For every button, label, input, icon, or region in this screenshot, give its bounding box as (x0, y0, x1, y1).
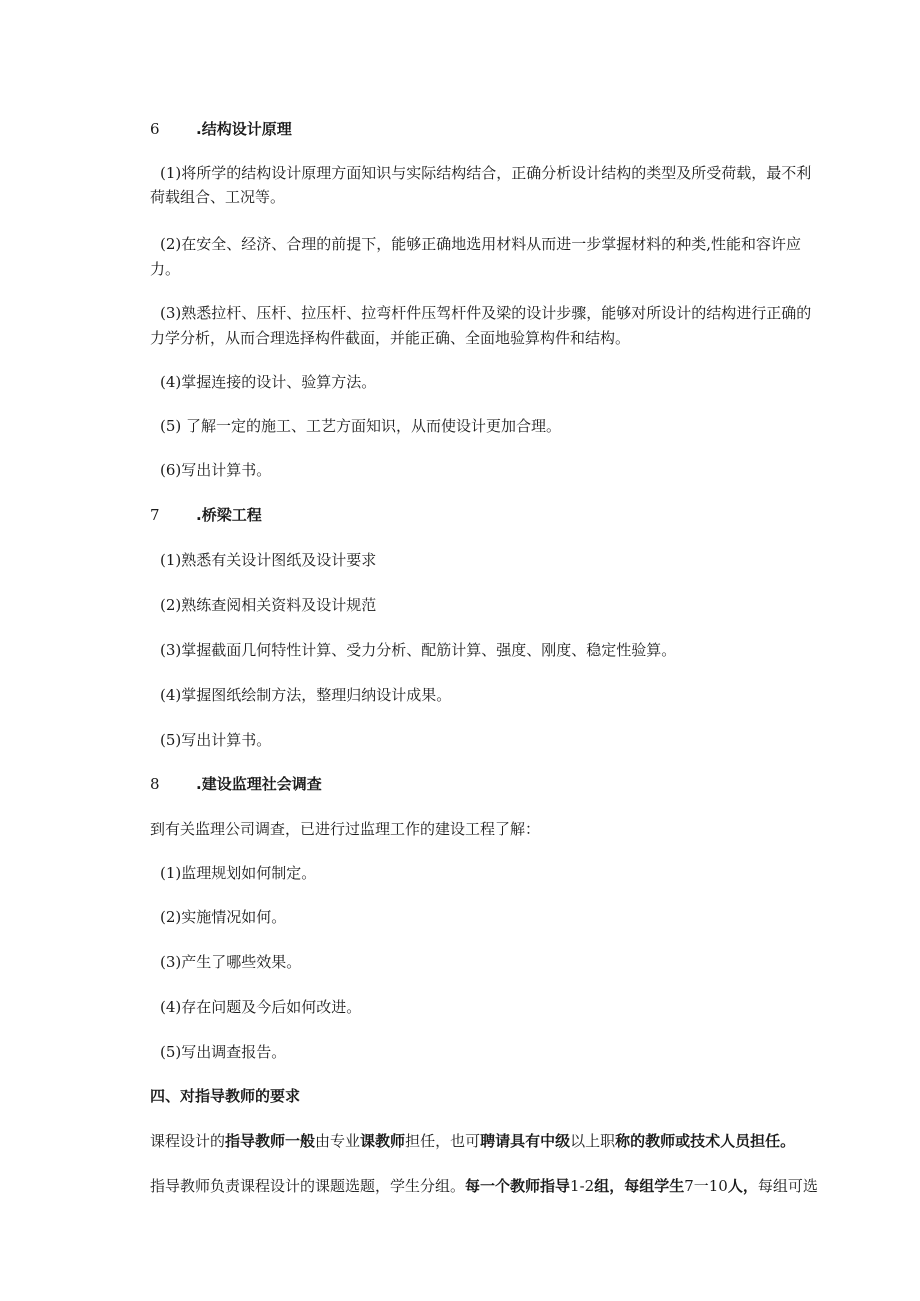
bold-run: 课教师 (360, 1132, 406, 1150)
list-item: (3)掌握截面几何特性计算、受力分析、配筋计算、强度、刚度、稳定性验算。 (160, 641, 677, 659)
section-number: 8 (150, 775, 160, 793)
list-item: (5)写出调查报告。 (160, 1043, 287, 1061)
bold-run: 称的教师或技术人员担任。 (615, 1132, 796, 1150)
paragraph-teacher-duties (150, 1175, 818, 1197)
text-run: 1-2 (570, 1177, 595, 1195)
paragraph-line: (1)将所学的结构设计原理方面知识与实际结构结合，正确分析设计结构的类型及所受荷载，最不利 (160, 164, 812, 182)
paragraph-line: 力。 (150, 260, 181, 278)
list-item: (3)产生了哪些效果。 (160, 953, 302, 971)
list-item: (4)掌握连接的设计、验算方法。 (160, 373, 377, 391)
bold-run: 组，每组学生 (594, 1177, 685, 1195)
paragraph-line: (3)熟悉拉杆、压杆、拉压杆、拉弯杆件压驾杆件及梁的设计步骤，能够对所设计的结构进行正确的 (160, 304, 812, 322)
section-7-heading (150, 504, 262, 526)
list-item: (5)写出计算书。 (160, 731, 272, 749)
section-6-heading (150, 118, 292, 140)
section-number: 6 (150, 120, 160, 138)
bold-run: 每一个教师指导 (465, 1177, 571, 1195)
paragraph-line: 荷载组合、工况等。 (150, 188, 286, 206)
section-title: .建设监理社会调查 (196, 775, 322, 793)
paragraph-line: (2)在安全、经济、合理的前提下，能够正确地选用材料从而进一步掌握材料的种类,性能和容许应 (160, 235, 802, 253)
paragraph-teacher-qualification (150, 1130, 795, 1152)
bold-run: 聘请具有中级 (480, 1132, 571, 1150)
list-item: (2)熟练查阅相关资料及设计规范 (160, 596, 377, 614)
bold-run: 指导教师一般 (225, 1132, 316, 1150)
list-item: (5) 了解一定的施工、工艺方面知识，从而使设计更加合理。 (160, 417, 562, 435)
section-number: 7 (150, 506, 160, 524)
text-run: 以上职 (570, 1132, 616, 1150)
text-run: 担任，也可 (405, 1132, 481, 1150)
list-item: (1)监理规划如何制定。 (160, 864, 317, 882)
section-title: .结构设计原理 (196, 120, 292, 138)
text-run: 指导教师负责课程设计的课题选题，学生分组。 (150, 1177, 466, 1195)
section-8-heading (150, 773, 322, 795)
list-item: (4)掌握图纸绘制方法，整理归纳设计成果。 (160, 686, 452, 704)
bold-run: 人， (727, 1177, 758, 1195)
section-intro: 到有关监理公司调查，已进行过监理工作的建设工程了解： (150, 820, 541, 838)
list-item: (2)实施情况如何。 (160, 908, 287, 926)
section-4-heading: 四、对指导教师的要求 (150, 1087, 301, 1105)
text-run: 由专业 (315, 1132, 361, 1150)
list-item: (1)熟悉有关设计图纸及设计要求 (160, 551, 377, 569)
text-run: 课程设计的 (150, 1132, 226, 1150)
list-item: (4)存在问题及今后如何改进。 (160, 998, 362, 1016)
section-title: .桥梁工程 (196, 506, 262, 524)
list-item: (6)写出计算书。 (160, 461, 272, 479)
text-run: 每组可选 (757, 1177, 818, 1195)
text-run: 7一10 (684, 1177, 728, 1195)
paragraph-line: 力学分析，从而合理选择构件截面，并能正确、全面地验算构件和结构。 (150, 329, 631, 347)
